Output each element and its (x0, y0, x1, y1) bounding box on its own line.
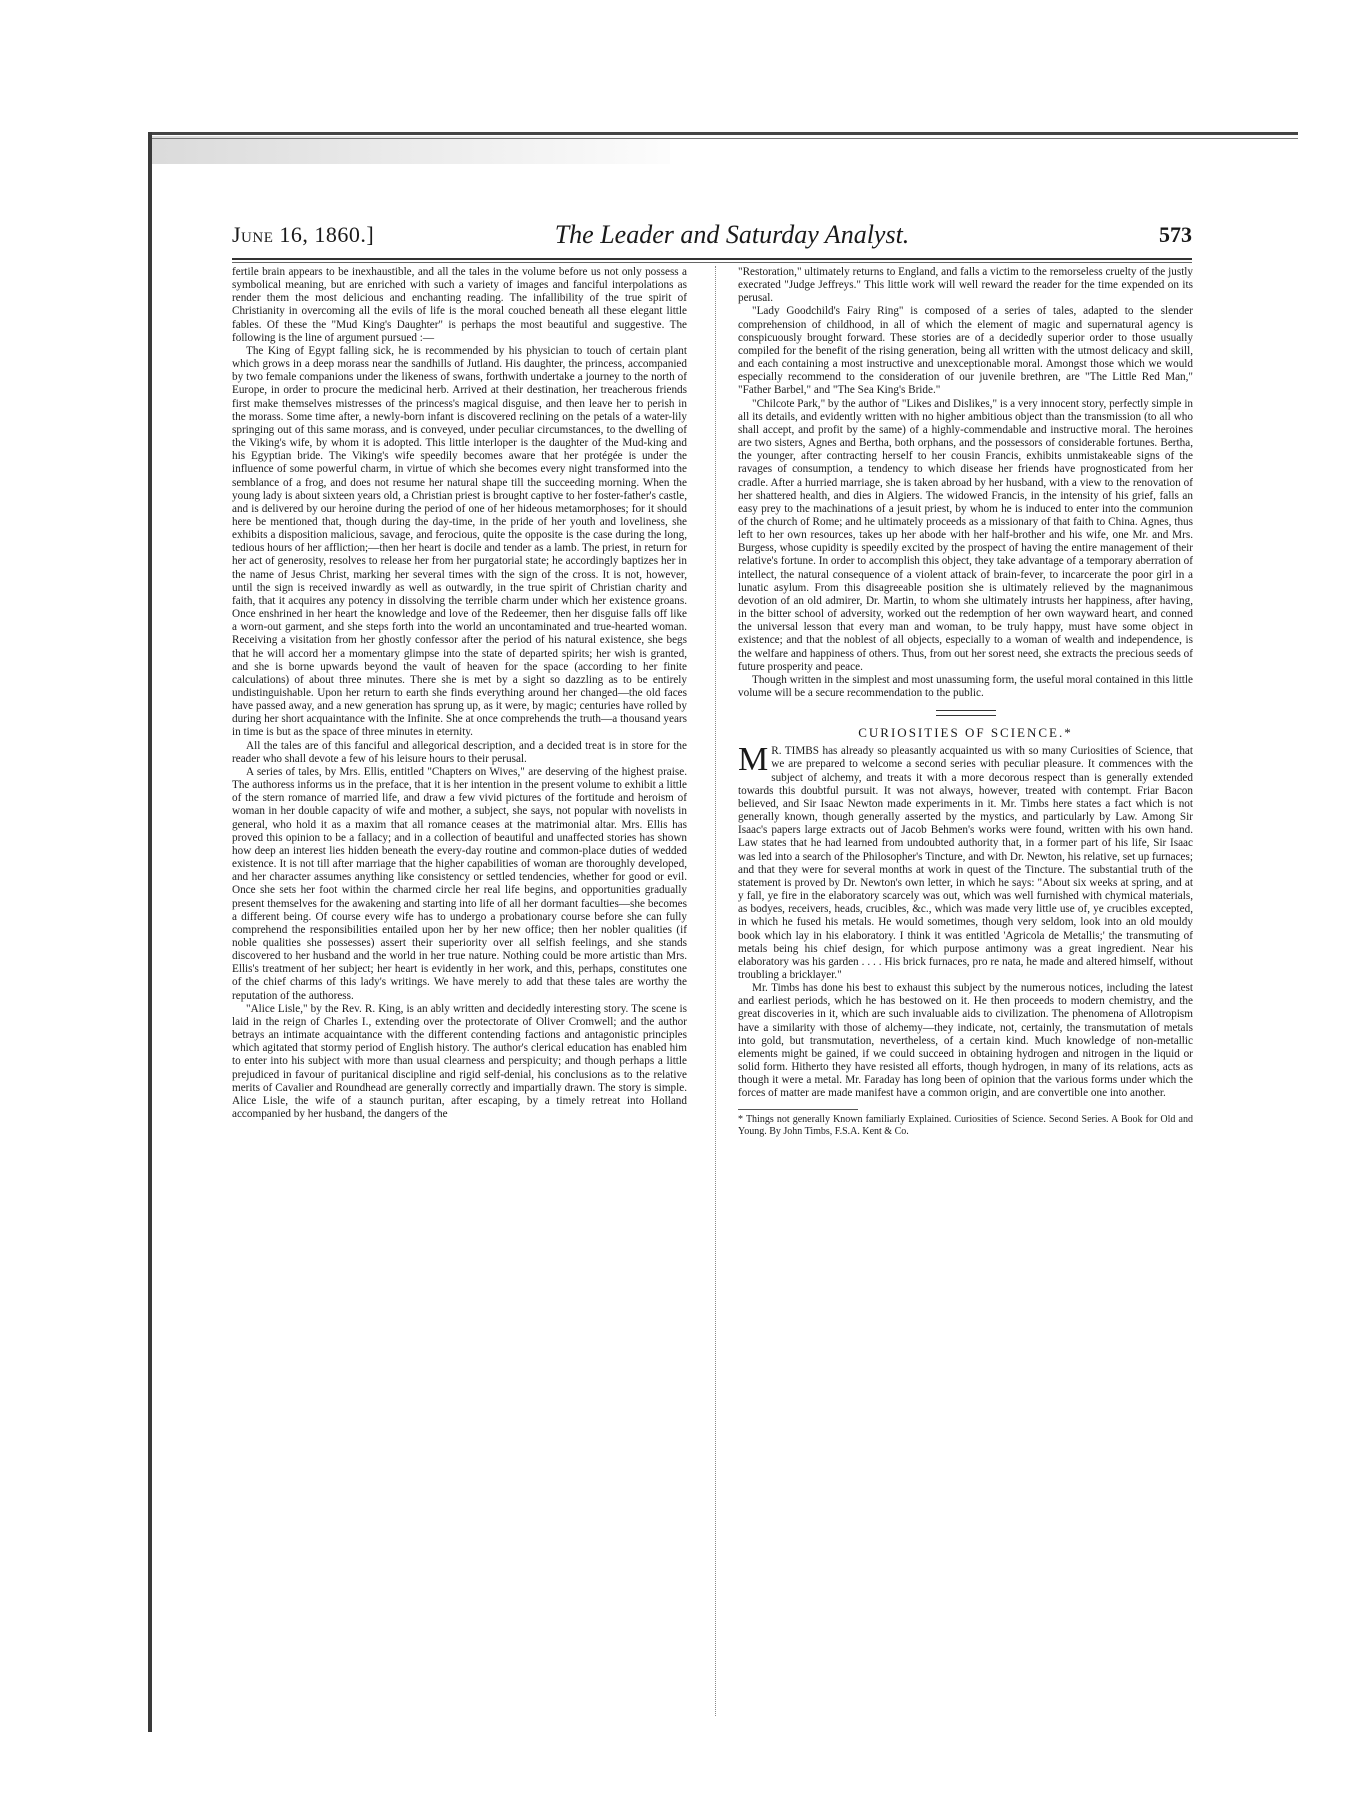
right-paragraph-1: "Restoration," ultimately returns to England, and falls a victim to the remorseless cruelty of the justly execrated "Judge Jeffreys." This little work will well reward the reader for the time expended on its perusal. (738, 266, 1193, 305)
page-header (232, 216, 1192, 256)
header-rule (232, 258, 1192, 260)
left-paragraph-1: fertile brain appears to be inexhaustible, and all the tales in the volume before us not only possess a symbolical meaning, but are enriched with such a variety of images and fanciful interpolations as render them the most delicious and enchanting reading. The infallibility of the true spirit of Christianity in overcoming all the evils of life is the moral couched beneath all these elegant little fables. Of these the "Mud King's Daughter" is perhaps the most beautiful and suggestive. The following is the line of argument pursued :— (232, 266, 687, 344)
drop-cap: M (738, 741, 769, 779)
footnote-rule (738, 1109, 858, 1110)
right-column (738, 266, 1193, 1138)
left-paragraph-5: "Alice Lisle," by the Rev. R. King, is an ably written and decidedly interesting story. The scene is laid in the reign of Charles I., extending over the protectorate of Oliver Cromwell; and the author betrays an intimate acquaintance with the different contending factions and antagonistic principles which agitated that stormy period of English history. The author's clerical education has enabled him to enter into his subject with more than usual clearness and perspicuity; and though perhaps a little prejudiced in favour of puritanical discipline and rigid self-denial, his conclusions as to the relative merits of Cavalier and Roundhead are generally correctly and impartially drawn. The story is simple. Alice Lisle, the wife of a staunch puritan, after escaping, by a timely retreat into Holland accompanied by her husband, the dangers of the (232, 1002, 687, 1120)
footnote (738, 1114, 1193, 1138)
section-rule-lower (936, 715, 996, 716)
header-title: The Leader and Saturday Analyst. (554, 220, 910, 249)
science-paragraph-2: Mr. Timbs has done his best to exhaust this subject by the numerous notices, including the latest and earliest periods, which he has bestowed on it. He then proceeds to modern chemistry, and the great discoveries in it, which are such invaluable aids to civilization. The phenomena of Allotropism have a similarity with those of alchemy—they indicate, not, certainly, the transmutation of metals into gold, but transmutation, nevertheless, of a certain kind. Much knowledge of non-metallic elements might be gained, if we could succeed in obtaining hydrogen and nitrogen in the liquid or solid form. Hitherto they have resisted all efforts, though hydrogen, in many of its relations, acts as though it were a metal. Mr. Faraday has long been of opinion that the various forms under which the forces of matter are made manifest have a common origin, and are convertible one into another. (738, 982, 1193, 1100)
page-number: 573 (1159, 222, 1192, 247)
right-paragraph-4: Though written in the simplest and most unassuming form, the useful moral contained in this little volume will be a secure recommendation to the public. (738, 673, 1193, 699)
scan-smudge (150, 136, 670, 164)
top-rule (148, 132, 1298, 135)
footnote-text: * Things not generally Known familiarly Explained. Curiosities of Science. Second Series. A Book for Old and Young. By John Timbs, F.S.A. Kent & Co. (738, 1113, 1193, 1137)
science-paragraph-1-text: R. TIMBS has already so pleasantly acquainted us with so many Curiosities of Science, that we are prepared to welcome a second series with peculiar pleasure. It commences with the subject of alchemy, and treats it with a more decorous respect than is generally extended towards this doubtful pursuit. It was not always, however, treated with contempt. Friar Bacon believed, and Sir Isaac Newton made experiments in it. Mr. Timbs here states a fact which is not generally known, though generally asserted by the mystics, and particularly by Law. Among Sir Isaac's papers large extracts out of Jacob Behmen's works were found, written with his own hand. Law states that he had learned from undoubted authority that, in a former part of his life, Sir Isaac was led into a search of the Philosopher's Tincture, and with Dr. Newton, his relative, set up furnaces; and that they were for several months at work in quest of the Tincture. The substantial truth of the statement is proved by Dr. Newton's own letter, in which he says: "About six weeks at spring, and at y fall, ye fire in the elaboratory scarcely was out, which was well furnished with chymical materials, as bodyes, receivers, heads, crucibles, &c., which was made very little use of, ye crucibles excepted, in which he fused his metals. He would sometimes, though very seldom, look into an old mouldy book which lay in his elaboratory. I think it was entitled 'Agricola de Metallis;' the transmuting of metals being his chief design, for which purpose antimony was a great ingredient. Near his elaboratory was his garden . . . . His brick furnaces, pro re nata, he made and altered himself, without troubling a bricklayer." (738, 745, 1193, 981)
left-paragraph-4: A series of tales, by Mrs. Ellis, entitled "Chapters on Wives," are deserving of the highest praise. The authoress informs us in the preface, that it is her intention in the present volume to exhibit a little of the stern romance of married life, and draw a few vivid pictures of the fortitude and heroism of woman in her double capacity of wife and mother, a subject, she says, not popular with novelists in general, who hold it as a maxim that all romance ceases at the matrimonial altar. Mrs. Ellis has proved this opinion to be a fallacy; and in a collection of beautiful and unaffected stories has shown how deep an interest lies hidden beneath the every-day routine and common-place duties of wedded existence. It is not till after marriage that the higher capabilities of woman are thoroughly developed, and her character assumes anything like consistency or settled tendencies, whether for good or evil. Once she sets her foot within the charmed circle her real life begins, and opportunities gradually present themselves for the awakening and starting into life of all her dormant faculties—she becomes a different being. Of course every wife has to undergo a probationary course before she can fully comprehend the responsibilities entailed upon her by her new office; then her nobler qualities (if noble qualities she possesses) assert their superiority over all selfish feelings, and she stands discovered to her husband and the world in her true nature. Nothing could be more artistic than Mrs. Ellis's treatment of her subject; her heart is evidently in her work, and this, perhaps, constitutes one of the chief charms of this lady's writings. We have merely to add that these tales are worthy the reputation of the authoress. (232, 765, 687, 1002)
left-paragraph-2: The King of Egypt falling sick, he is recommended by his physician to touch of certain plant which grows in a deep morass near the sandhills of Jutland. His daughter, the princess, accompanied by two female companions under the likeness of swans, forthwith undertake a journey to the north of Europe, in order to procure the medicinal herb. Arrived at their destination, her treacherous friends first make themselves mistresses of the princess's magical disguise, and then leave her to perish in the morass. Some time after, a newly-born infant is discovered reclining on the petals of a water-lily springing out of this same morass, and is conveyed, under peculiar circumstances, to the dwelling of the Viking's wife, by whom it is adopted. This little interloper is the daughter of the Mud-king and his Egyptian bride. The Viking's wife speedily becomes aware that her protégée is under the influence of some powerful charm, in virtue of which she becomes every night transformed into the semblance of a frog, and does not resume her natural shape till the succeeding morning. When the young lady is about sixteen years old, a Christian priest is brought captive to her foster-father's castle, and is delivered by our heroine during the period of one of her hideous metamorphoses; for it should here be mentioned that, though during the day-time, in the pride of her youth and loveliness, she exhibits a disposition malicious, savage, and ferocious, quite the opposite is the case during the long, tedious hours of her affliction;—then her heart is docile and tender as a lamb. The priest, in return for her act of generosity, resolves to release her from her purgatorial state; he accordingly baptizes her in the name of Jesus Christ, marking her several times with the sign of the cross. It is not, however, until the sign is received inwardly as well as outwardly, in the true spirit of Christian charity and faith, that it acquires any potency in dissolving the terrible charm under which her existence groans. Once enshrined in her heart the knowledge and love of the Redeemer, then her disguise falls off like a worn-out garment, and she steps forth into the world an uncontaminated and true-hearted woman. Receiving a visitation from her ghostly confessor after the period of his natural existence, she begs that he will accord her a momentary glimpse into the state of departed spirits; her wish is granted, and she is borne upwards beyond the vault of heaven for the space (according to her finite calculations) of about three minutes. There she is met by a sight so dazzling as to be entirely undistinguishable. Upon her return to earth she finds everything around her changed—the old faces have passed away, and a new generation has sprung up, as it were, by magic; centuries have rolled by during her short acquaintance with the Infinite. She at once comprehends the truth—a thousand years in time is but as the space of three minutes in eternity. (232, 344, 687, 739)
header-date: June 16, 1860.] (232, 222, 375, 247)
right-paragraph-3: "Chilcote Park," by the author of "Likes and Dislikes," is a very innocent story, perfectly simple in all its details, and evidently written with no higher ambitious object than the transmission (to all who shall accept, and profit by the same) of a highly-commendable and instructive moral. The heroines are two sisters, Agnes and Bertha, both orphans, and the possessors of considerable fortunes. Bertha, the younger, after contracting herself to her cousin Francis, exhibits unmistakeable signs of the ravages of consumption, a tendency to which disease her friends have prognosticated from her cradle. After a hurried marriage, she is taken abroad by her husband, with a view to the renovation of her shattered health, and dies in Algiers. The widowed Francis, in the intensity of his grief, falls an easy prey to the machinations of a jesuit priest, by whom he is induced to enter into the communion of the church of Rome; and he ultimately proceeds as a missionary of that faith to China. Agnes, thus left to her own resources, takes up her abode with her half-brother and his wife, one Mr. and Mrs. Burgess, whose cupidity is speedily excited by the prospect of having the entire management of their relative's fortune. In order to accomplish this object, they take advantage of a temporary aberration of intellect, the natural consequence of a violent attack of brain-fever, to incarcerate the poor girl in a lunatic asylum. From this disagreeable position she is ultimately relieved by the magnanimous devotion of an old admirer, Dr. Martin, to whom she ultimately intrusts her happiness, after having, in the bitter school of adversity, worked out the redemption of her own wayward heart, and conned the universal lesson that every man and woman, to be truly happy, must have some object in existence; and that the noblest of all objects, especially to a woman of wealth and independence, is the welfare and happiness of others. Thus, from out her sorest need, she extracts the precious seeds of future prosperity and peace. (738, 397, 1194, 673)
left-column (232, 266, 687, 1121)
top-rule-thin (148, 138, 1298, 139)
header-rule-thin (232, 262, 1192, 263)
science-paragraph-1 (738, 741, 1193, 982)
section-rule (936, 710, 996, 711)
column-divider (715, 266, 717, 1716)
binding-margin-line (148, 132, 152, 1732)
section-heading: CURIOSITIES OF SCIENCE.* (858, 725, 1073, 741)
left-paragraph-3: All the tales are of this fanciful and allegorical description, and a decided treat is in store for the reader who shall devote a few of his leisure hours to their perusal. (232, 739, 687, 765)
right-paragraph-2: "Lady Goodchild's Fairy Ring" is composed of a series of tales, adapted to the slender comprehension of childhood, in all of which the element of magic and supernatural agency is conspicuously brought forward. These stories are of a decidedly superior order to those usually compiled for the benefit of the rising generation, being all written with the utmost delicacy and skill, and each containing a most instructive and unexceptionable moral. Amongst those which we would especially recommend to the consideration of our juvenile brethren, are "The Little Red Man," "Father Barbel," and "The Sea King's Bride." (738, 305, 1193, 397)
